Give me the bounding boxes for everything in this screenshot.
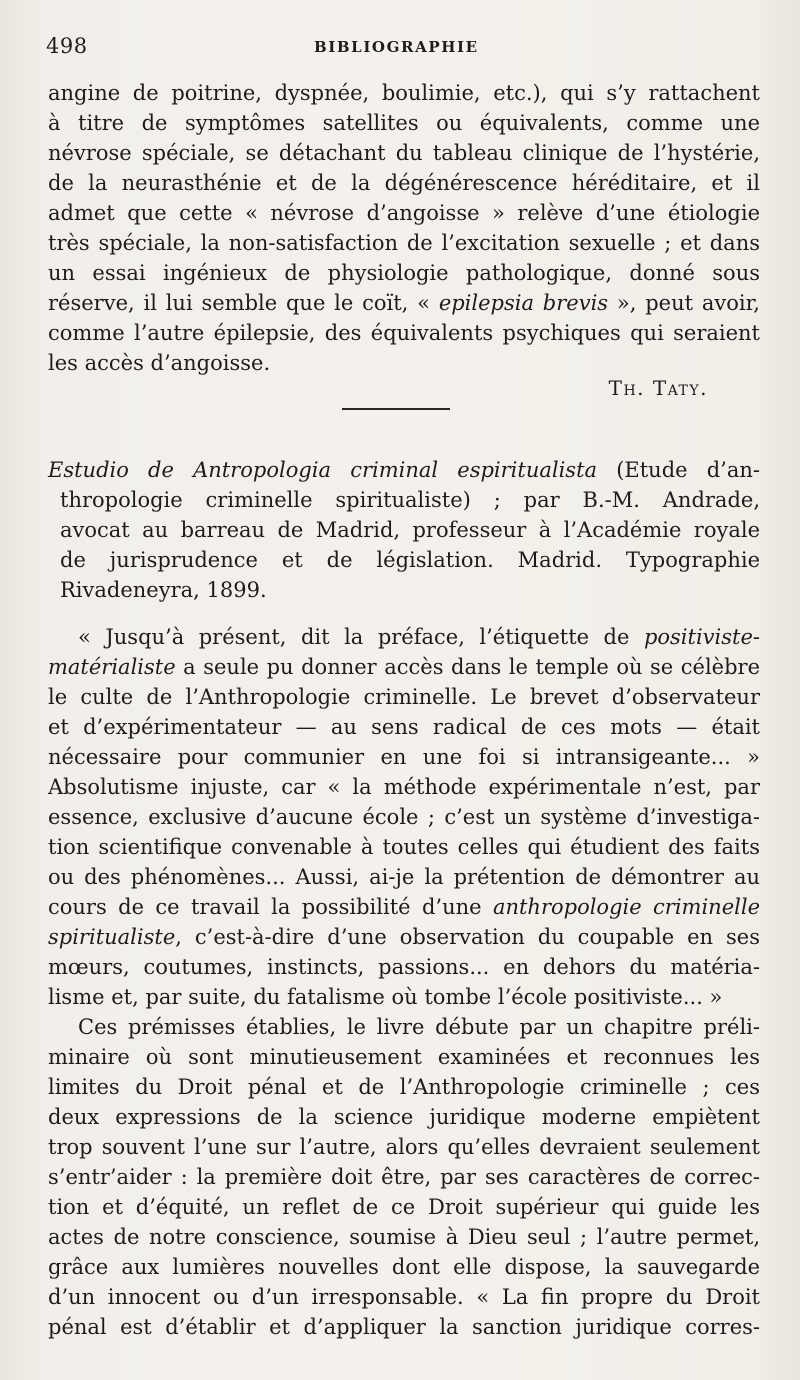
text-line: limites du Droit pénal et de l’Anthropologie criminelle ; ces: [48, 1075, 760, 1099]
text-line: deux expressions de la science juridique moderne empiètent: [48, 1105, 760, 1129]
entry-line: avocat au barreau de Madrid, professeur à l’Académie royale: [60, 518, 760, 542]
entry-title-line: [48, 455, 760, 485]
text-line: [48, 288, 760, 318]
author-signature: Th. Taty.: [608, 376, 708, 400]
text-segment: « Jusqu’à présent, dit la préface, l’étiquette de: [78, 625, 644, 649]
text-segment: », peut avoir,: [608, 291, 760, 315]
text-line: d’un innocent ou d’un irresponsable. « La fin propre du Droit: [48, 1285, 760, 1309]
text-line: [78, 622, 760, 652]
text-line: et d’expérimentateur — au sens radical de ces mots — était: [48, 715, 760, 739]
text-segment: cours de ce travail la possibilité d’une: [48, 895, 493, 919]
text-line: angine de poitrine, dyspnée, boulimie, etc.), qui s’y rattachent: [48, 81, 760, 105]
italic-phrase: positiviste-: [643, 625, 760, 649]
italic-phrase: anthropologie criminelle: [492, 895, 760, 919]
text-segment: (Etude d’an-: [597, 458, 761, 482]
text-line: Absolutisme injuste, car « la méthode expérimentale n’est, par: [48, 775, 760, 799]
text-line: [48, 652, 760, 682]
text-line: essence, exclusive d’aucune école ; c’est un système d’investiga-: [48, 805, 760, 829]
running-head: BIBLIOGRAPHIE: [314, 38, 479, 56]
text-line: pénal est d’établir et d’appliquer la sanction juridique corres-: [48, 1315, 760, 1339]
italic-phrase: spiritualiste: [48, 925, 176, 949]
italic-phrase: epilepsia brevis: [438, 291, 609, 315]
section-divider: [342, 408, 450, 410]
text-line: [48, 892, 760, 922]
text-line: trop souvent l’une sur l’autre, alors qu’elles devraient seulement: [48, 1135, 760, 1159]
page-header: [46, 34, 758, 64]
text-segment: , c’est-à-dire d’une observation du coupable en ses: [175, 925, 760, 949]
text-line: mœurs, coutumes, instincts, passions... en dehors du matéria-: [48, 955, 760, 979]
text-line: admet que cette « névrose d’angoisse » relève d’une étiologie: [48, 201, 760, 225]
text-line: grâce aux lumières nouvelles dont elle dispose, la sauvegarde: [48, 1255, 760, 1279]
entry-line: thropologie criminelle spiritualiste) ; par B.-M. Andrade,: [60, 488, 760, 512]
entry-line: Rivadeneyra, 1899.: [60, 578, 267, 602]
text-line: lisme et, par suite, du fatalisme où tombe l’école positiviste... »: [48, 985, 723, 1009]
text-line: s’entr’aider : la première doit être, par ses caractères de correc-: [48, 1165, 760, 1189]
text-line: ou des phénomènes... Aussi, ai-je la prétention de démontrer au: [48, 865, 760, 889]
text-segment: réserve, il lui semble que le coït, «: [48, 291, 430, 315]
text-line: très spéciale, la non-satisfaction de l’excitation sexuelle ; et dans: [48, 231, 760, 255]
page-number: 498: [46, 34, 88, 58]
text-line: Ces prémisses établies, le livre débute par un chapitre préli-: [78, 1015, 760, 1039]
text-line: comme l’autre épilepsie, des équivalents psychiques qui seraient: [48, 321, 760, 345]
text-line: névrose spéciale, se détachant du tableau clinique de l’hystérie,: [48, 141, 760, 165]
book-title: Estudio de Antropologia criminal espiritualista: [48, 458, 598, 482]
text-segment: a seule pu donner accès dans le temple où se célèbre: [175, 655, 760, 679]
text-line: [48, 922, 760, 952]
text-line: minaire où sont minutieusement examinées et reconnues les: [48, 1045, 760, 1069]
text-line: nécessaire pour communier en une foi si intransigeante... »: [48, 745, 760, 769]
text-line: tion et d’équité, un reflet de ce Droit supérieur qui guide les: [48, 1195, 760, 1219]
text-line: le culte de l’Anthropologie criminelle. Le brevet d’observateur: [48, 685, 760, 709]
text-line: les accès d’angoisse.: [48, 351, 271, 375]
entry-line: de jurisprudence et de législation. Madrid. Typographie: [60, 548, 760, 572]
text-line: un essai ingénieux de physiologie pathologique, donné sous: [48, 261, 760, 285]
italic-phrase: matérialiste: [48, 655, 176, 679]
text-line: actes de notre conscience, soumise à Dieu seul ; l’autre permet,: [48, 1225, 760, 1249]
text-line: de la neurasthénie et de la dégénérescence héréditaire, et il: [48, 171, 760, 195]
text-line: tion scientifique convenable à toutes celles qui étudient des faits: [48, 835, 760, 859]
text-line: à titre de symptômes satellites ou équivalents, comme une: [48, 111, 760, 135]
